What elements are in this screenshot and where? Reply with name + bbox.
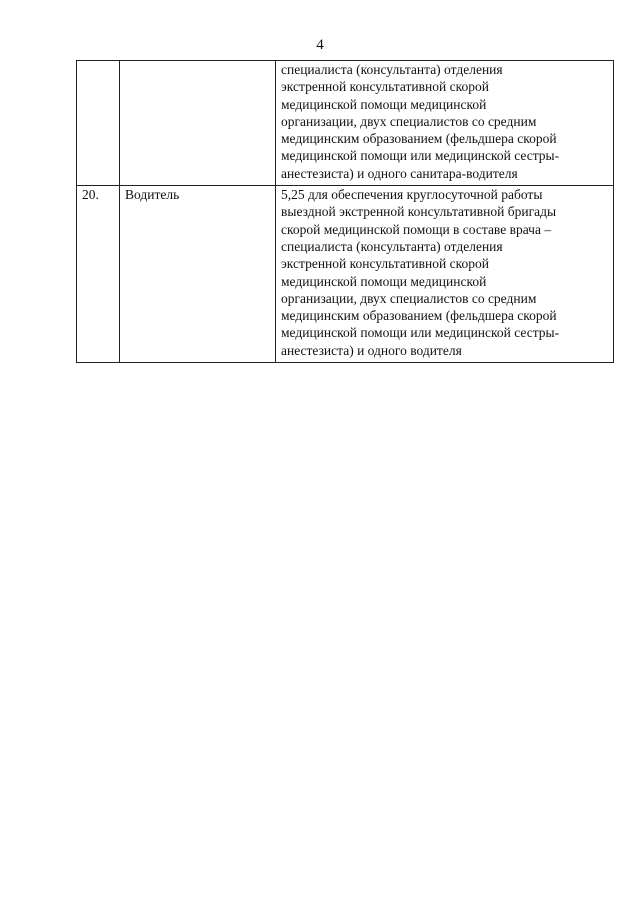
table-row (77, 61, 614, 186)
position-cell: Водитель (120, 186, 276, 363)
page-number: 4 (316, 37, 324, 53)
position-cell (120, 61, 276, 186)
norm-cell (276, 61, 614, 186)
row-number-cell (77, 61, 120, 186)
staff-norms-table (76, 60, 614, 363)
norm-cell (276, 186, 614, 363)
norm-text: 5,25 для обеспечения круглосуточной работы выездной экстренной консультативной бригады скорой медицинской помощи в составе врача – специалиста (консультанта) отделения экстренной консультативной скорой медицинской помощи медицинской организации, двух специалистов со средним медицинским образованием (фельдшера скорой медицинской помощи или медицинской сестры- анестезиста) и одного водителя (281, 187, 560, 358)
row-number-cell: 20. (77, 186, 120, 363)
table-row (77, 186, 614, 363)
norm-text: специалиста (консультанта) отделения экстренной консультативной скорой медицинской помощи медицинской организации, двух специалистов со средним медицинским образованием (фельдшера скорой медицинской помощи или медицинской сестры- анестезиста) и одного санитара-водителя (281, 62, 560, 181)
